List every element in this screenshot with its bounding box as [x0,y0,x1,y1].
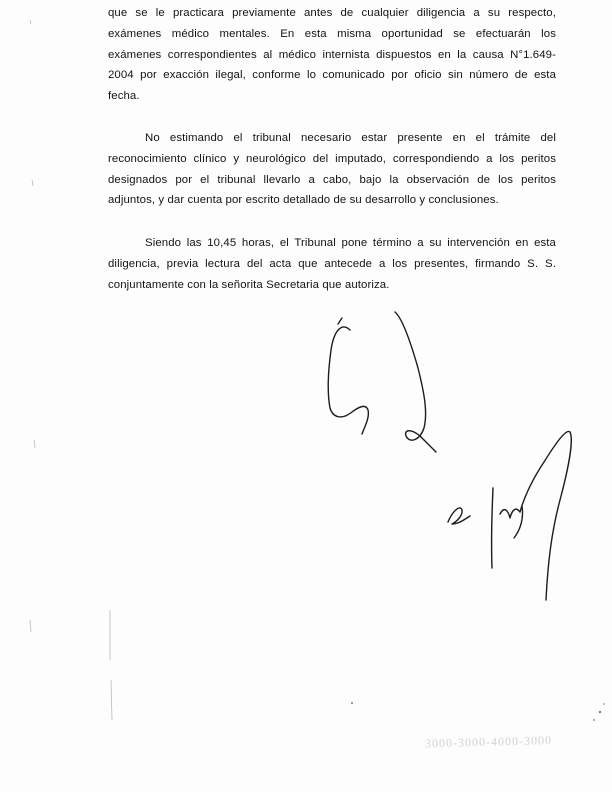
paragraph-3-line-2: diligencia, previa lectura del acta que antecede a los presentes, firmando S. S. [108,257,556,270]
scan-artifact-left [110,610,112,720]
scan-dot [351,702,353,704]
paragraph-1-line-2: exámenes médico mentales. En esta misma oportunidad se efectuarán los [108,27,556,40]
scan-dot [603,703,605,705]
paragraph-1-line-3: exámenes correspondientes al médico internista dispuestos en la causa N°1.649- [108,48,556,61]
judge-signature-stroke-3 [338,318,342,324]
paragraph-3 [108,233,556,295]
scan-artifact-margin [30,20,35,632]
secretary-signature-stroke-2 [492,488,493,568]
scan-dot [599,711,601,713]
faded-stamp: 3000-3000-4000-3000 [424,733,553,751]
paragraph-3-line-3: conjuntamente con la señorita Secretaria que autoriza. [108,278,390,291]
judge-signature [328,327,368,434]
secretary-signature-stroke-3 [500,431,571,600]
judge-signature-stroke-2 [395,312,436,452]
paragraph-1-line-5: fecha. [108,90,140,103]
paragraph-1-line-1: que se le practicara previamente antes de cualquier diligencia a su respecto, [108,7,556,19]
secretary-signature [448,508,470,524]
paragraph-1-line-4: 2004 por exacción ilegal, conforme lo comunicado por oficio sin número de esta [108,69,556,82]
paragraph-2 [108,128,556,211]
paragraph-1 [108,3,556,107]
paragraph-2-line-4: adjuntos, y dar cuenta por escrito detallado de su desarrollo y conclusiones. [108,194,499,207]
paragraph-2-line-2: reconocimiento clínico y neurológico del imputado, correspondiendo a los peritos [108,152,556,165]
scan-dot [593,719,595,721]
secretary-signature-stroke-4 [514,506,523,538]
paragraph-2-line-3: designados por el tribunal llevarlo a cabo, bajo la observación de los peritos [108,173,556,186]
paragraph-2-line-1: No estimando el tribunal necesario estar presente en el trámite del [145,132,556,144]
paragraph-3-line-1: Siendo las 10,45 horas, el Tribunal pone término a su intervención en esta [145,237,556,249]
